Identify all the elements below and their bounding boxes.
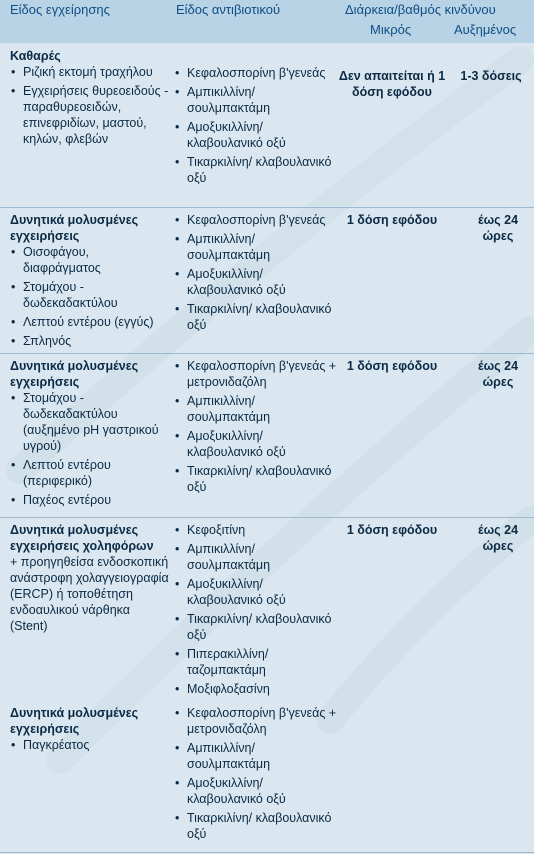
low-risk-value: 1 δόση εφόδου (346, 359, 438, 373)
antibiotic-cell (174, 522, 339, 700)
list-item: • Παχέος εντέρου (10, 492, 170, 508)
list-item: • Λεπτού εντέρου (εγγύς) (10, 314, 170, 330)
row-divider (0, 207, 534, 208)
list-item: • Κεφαλοσπορίνη β'γενεάς (174, 65, 339, 81)
antibiotic-cell (174, 705, 339, 845)
header-low-risk: Μικρός (370, 22, 412, 37)
list-item: • Αμπικιλλίνη/ σουλμπακτάμη (174, 541, 339, 573)
list-item: • Τικαρκιλίνη/ κλαβουλανικό οξύ (174, 301, 339, 333)
low-risk-value: Δεν απαιτείται ή 1 δόση εφόδου (338, 69, 446, 99)
list-item: • Τικαρκιλίνη/ κλαβουλανικό οξύ (174, 611, 339, 643)
list-item: • Αμπικιλλίνη/ σουλμπακτάμη (174, 740, 339, 772)
surgery-list (10, 390, 170, 508)
high-risk-value: έως 24 ώρες (477, 213, 519, 243)
high-risk-value: 1-3 δόσεις (460, 69, 522, 83)
list-item: • Κεφαλοσπορίνη β'γενεάς (174, 212, 339, 228)
list-item: • Πιπερακιλλίνη/ ταζομπακτάμη (174, 646, 339, 678)
surgery-condition-text: + προηγηθείσα ενδοσκοπική ανάστροφη χολαγγειογραφία (ERCP) ή τοποθέτηση ενδοαυλικού νάρθηκα (Stent) (10, 555, 169, 633)
surgery-list (10, 64, 170, 147)
antibiotic-cell (174, 65, 339, 189)
list-item: • Αμοξυκιλλίνη/ κλαβουλανικό οξύ (174, 119, 339, 151)
list-item: • Αμοξυκιλλίνη/ κλαβουλανικό οξύ (174, 775, 339, 807)
header-surgery-type: Είδος εγχείρησης (10, 2, 110, 17)
list-item: • Αμοξυκιλλίνη/ κλαβουλανικό οξύ (174, 428, 339, 460)
antibiotic-list (174, 522, 339, 697)
header-antibiotic-type: Είδος αντιβιοτικού (176, 2, 281, 17)
list-item: • Στομάχου - δωδεκαδακτύλου (10, 279, 170, 311)
list-item: • Παγκρέατος (10, 737, 170, 753)
header-duration-risk: Διάρκεια/βαθμός κινδύνου (345, 2, 496, 17)
list-item: • Λεπτού εντέρου (περιφερικό) (10, 457, 170, 489)
low-risk-value: 1 δόση εφόδου (346, 523, 438, 537)
row-divider (0, 852, 534, 853)
list-item: • Εγχειρήσεις θυρεοειδούς - παραθυρεοειδών, επινεφριδίων, μαστού, κηλών, φλεβών (10, 83, 170, 147)
list-item: • Τικαρκιλίνη/ κλαβουλανικό οξύ (174, 154, 339, 186)
surgery-category-title: Δυνητικά μολυσμένες εγχειρήσεις χοληφόρων (10, 523, 154, 553)
high-risk-value: έως 24 ώρες (477, 523, 519, 553)
high-risk-value: έως 24 ώρες (477, 359, 519, 389)
surgery-cell (10, 48, 170, 150)
surgery-list (10, 737, 170, 753)
antibiotic-list (174, 705, 339, 842)
list-item: • Κεφοξιτίνη (174, 522, 339, 538)
antibiotic-cell (174, 212, 339, 336)
table-header (0, 0, 534, 43)
low-risk-value: 1 δόση εφόδου (346, 213, 438, 227)
surgery-cell (10, 522, 170, 634)
list-item: • Τικαρκιλίνη/ κλαβουλανικό οξύ (174, 463, 339, 495)
surgery-cell (10, 705, 170, 756)
list-item: • Μοξιφλοξασίνη (174, 681, 339, 697)
surgery-list (10, 244, 170, 349)
list-item: • Οισοφάγου, διαφράγματος (10, 244, 170, 276)
row-divider (0, 353, 534, 354)
antibiotic-cell (174, 358, 339, 498)
surgery-category-title: Δυνητικά μολυσμένες εγχειρήσεις (10, 213, 139, 243)
surgery-category-title: Δυνητικά μολυσμένες εγχειρήσεις (10, 359, 139, 389)
list-item: • Αμπικιλλίνη/ σουλμπακτάμη (174, 231, 339, 263)
list-item: • Αμοξυκιλλίνη/ κλαβουλανικό οξύ (174, 266, 339, 298)
surgery-cell (10, 358, 170, 511)
list-item: • Τικαρκιλίνη/ κλαβουλανικό οξύ (174, 810, 339, 842)
list-item: • Στομάχου - δωδεκαδακτύλου (αυξημένο pH γαστρικού υγρού) (10, 390, 170, 454)
list-item: • Κεφαλοσπορίνη β'γενεάς + μετρονιδαζόλη (174, 705, 339, 737)
list-item: • Κεφαλοσπορίνη β'γενεάς + μετρονιδαζόλη (174, 358, 339, 390)
antibiotic-list (174, 212, 339, 333)
surgery-category-title: Δυνητικά μολυσμένες εγχειρήσεις (10, 706, 139, 736)
list-item: • Αμπικιλλίνη/ σουλμπακτάμη (174, 84, 339, 116)
surgery-category-title: Καθαρές (10, 49, 61, 63)
antibiotic-list (174, 358, 339, 495)
list-item: • Ριζική εκτομή τραχήλου (10, 64, 170, 80)
row-divider (0, 517, 534, 518)
list-item: • Αμοξυκιλλίνη/ κλαβουλανικό οξύ (174, 576, 339, 608)
list-item: • Σπληνός (10, 333, 170, 349)
list-item: • Αμπικιλλίνη/ σουλμπακτάμη (174, 393, 339, 425)
header-high-risk: Αυξημένος (454, 22, 517, 37)
antibiotic-list (174, 65, 339, 186)
surgery-cell (10, 212, 170, 352)
